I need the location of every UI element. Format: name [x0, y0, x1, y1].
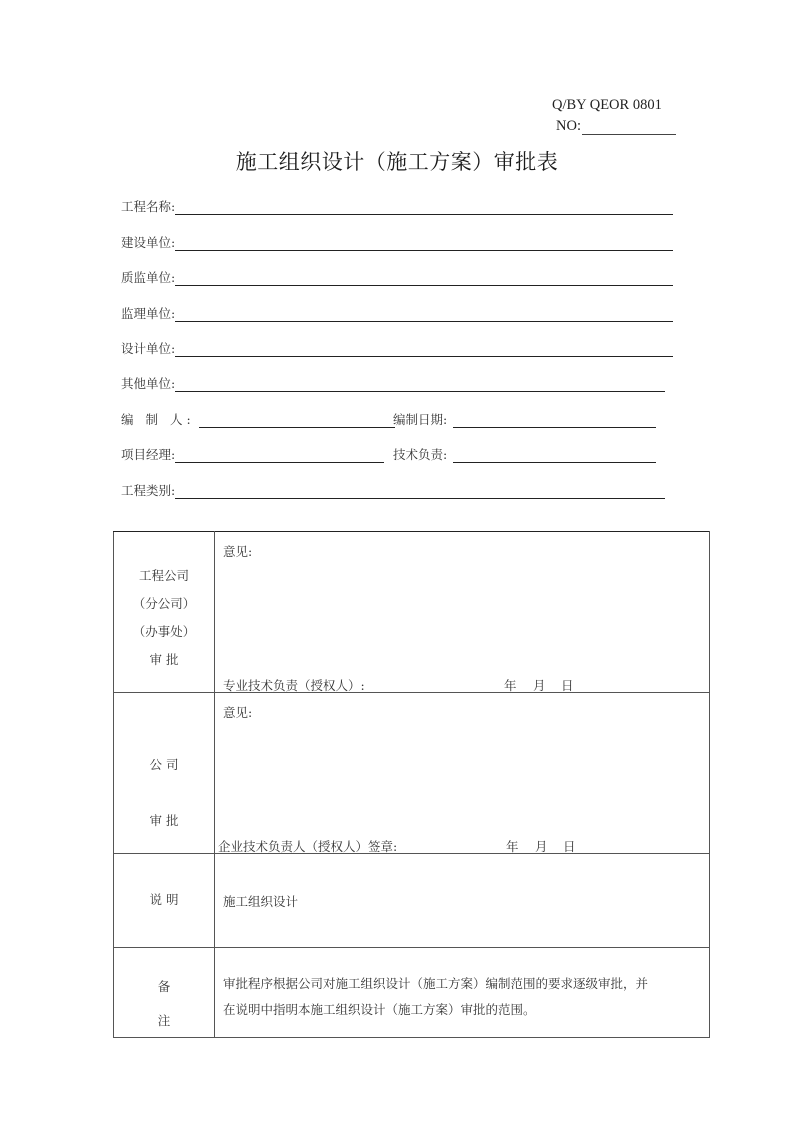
table-row-engineering-company-approval [114, 532, 710, 693]
row-header-line: 工程公司 [138, 568, 189, 583]
date-day-label: 日 [561, 678, 574, 693]
construction-unit-input[interactable] [175, 236, 673, 251]
design-unit-input[interactable] [175, 342, 673, 357]
date-year-label: 年 [504, 678, 517, 693]
field-other-unit [121, 376, 665, 392]
field-quality-supervision-unit [121, 270, 673, 286]
signature-label: 专业技术负责（授权人）: [223, 678, 365, 693]
field-label: 编 制 人: [121, 412, 195, 427]
opinion-cell[interactable] [215, 532, 710, 693]
field-compiler [121, 412, 395, 428]
document-number [556, 118, 676, 135]
row-header-line: 备 [157, 979, 171, 994]
opinion-label: 意见: [223, 705, 253, 720]
compiler-input[interactable] [199, 413, 395, 428]
remarks-cell [215, 948, 710, 1038]
opinion-label: 意见: [223, 544, 253, 559]
date-month-label: 月 [533, 678, 546, 693]
description-cell[interactable] [215, 854, 710, 948]
document-code: Q/BY QEOR 0801 [552, 97, 662, 113]
date-month-label: 月 [535, 839, 548, 854]
document-number-label: NO: [556, 118, 581, 134]
field-label: 建设单位: [121, 235, 176, 250]
date-year-label: 年 [506, 839, 519, 854]
field-label: 工程名称: [121, 199, 176, 214]
project-name-input[interactable] [175, 200, 673, 215]
approval-table [113, 531, 710, 1038]
description-text: 施工组织设计 [223, 894, 299, 909]
row-header-line: 公 司 [149, 757, 179, 772]
field-project-category [121, 483, 665, 499]
date-day-label: 日 [563, 839, 576, 854]
row-header-line: （分公司） [132, 596, 196, 611]
table-row-remarks [114, 948, 710, 1038]
field-label: 技术负责: [393, 447, 448, 462]
row-header-line: 注 [157, 1013, 171, 1028]
field-label: 工程类别: [121, 483, 176, 498]
field-label: 质监单位: [121, 270, 176, 285]
field-technical-lead [393, 447, 656, 463]
opinion-cell[interactable] [215, 693, 710, 854]
project-manager-input[interactable] [175, 448, 384, 463]
signature-label: 企业技术负责人（授权人）签章: [218, 839, 398, 854]
field-project-manager [121, 447, 384, 463]
quality-supervision-unit-input[interactable] [175, 271, 673, 286]
row-header [114, 854, 215, 948]
field-label: 监理单位: [121, 306, 176, 321]
supervision-unit-input[interactable] [175, 307, 673, 322]
field-label: 编制日期: [393, 412, 448, 427]
field-label: 项目经理: [121, 447, 176, 462]
row-header-line: 审 批 [149, 813, 179, 828]
remarks-line: 在说明中指明本施工组织设计（施工方案）审批的范围。 [223, 1002, 536, 1017]
row-header-line: （办事处） [132, 624, 196, 639]
field-supervision-unit [121, 306, 673, 322]
technical-lead-input[interactable] [453, 448, 656, 463]
field-construction-unit [121, 235, 673, 251]
field-compile-date [393, 412, 656, 428]
row-header [114, 948, 215, 1038]
page-title: 施工组织设计（施工方案）审批表 [235, 150, 559, 174]
row-header-line: 审 批 [149, 652, 179, 667]
other-unit-input[interactable] [175, 377, 665, 392]
compile-date-input[interactable] [453, 413, 656, 428]
project-category-input[interactable] [175, 484, 665, 499]
row-header [114, 693, 215, 854]
table-row-description [114, 854, 710, 948]
document-number-input[interactable] [582, 118, 676, 135]
row-header [114, 532, 215, 693]
field-design-unit [121, 341, 673, 357]
row-header-line: 说 明 [149, 892, 179, 907]
field-label: 设计单位: [121, 341, 176, 356]
field-label: 其他单位: [121, 376, 176, 391]
field-project-name [121, 199, 673, 215]
remarks-line: 审批程序根据公司对施工组织设计（施工方案）编制范围的要求逐级审批，并 [223, 976, 649, 991]
table-row-company-approval [114, 693, 710, 854]
